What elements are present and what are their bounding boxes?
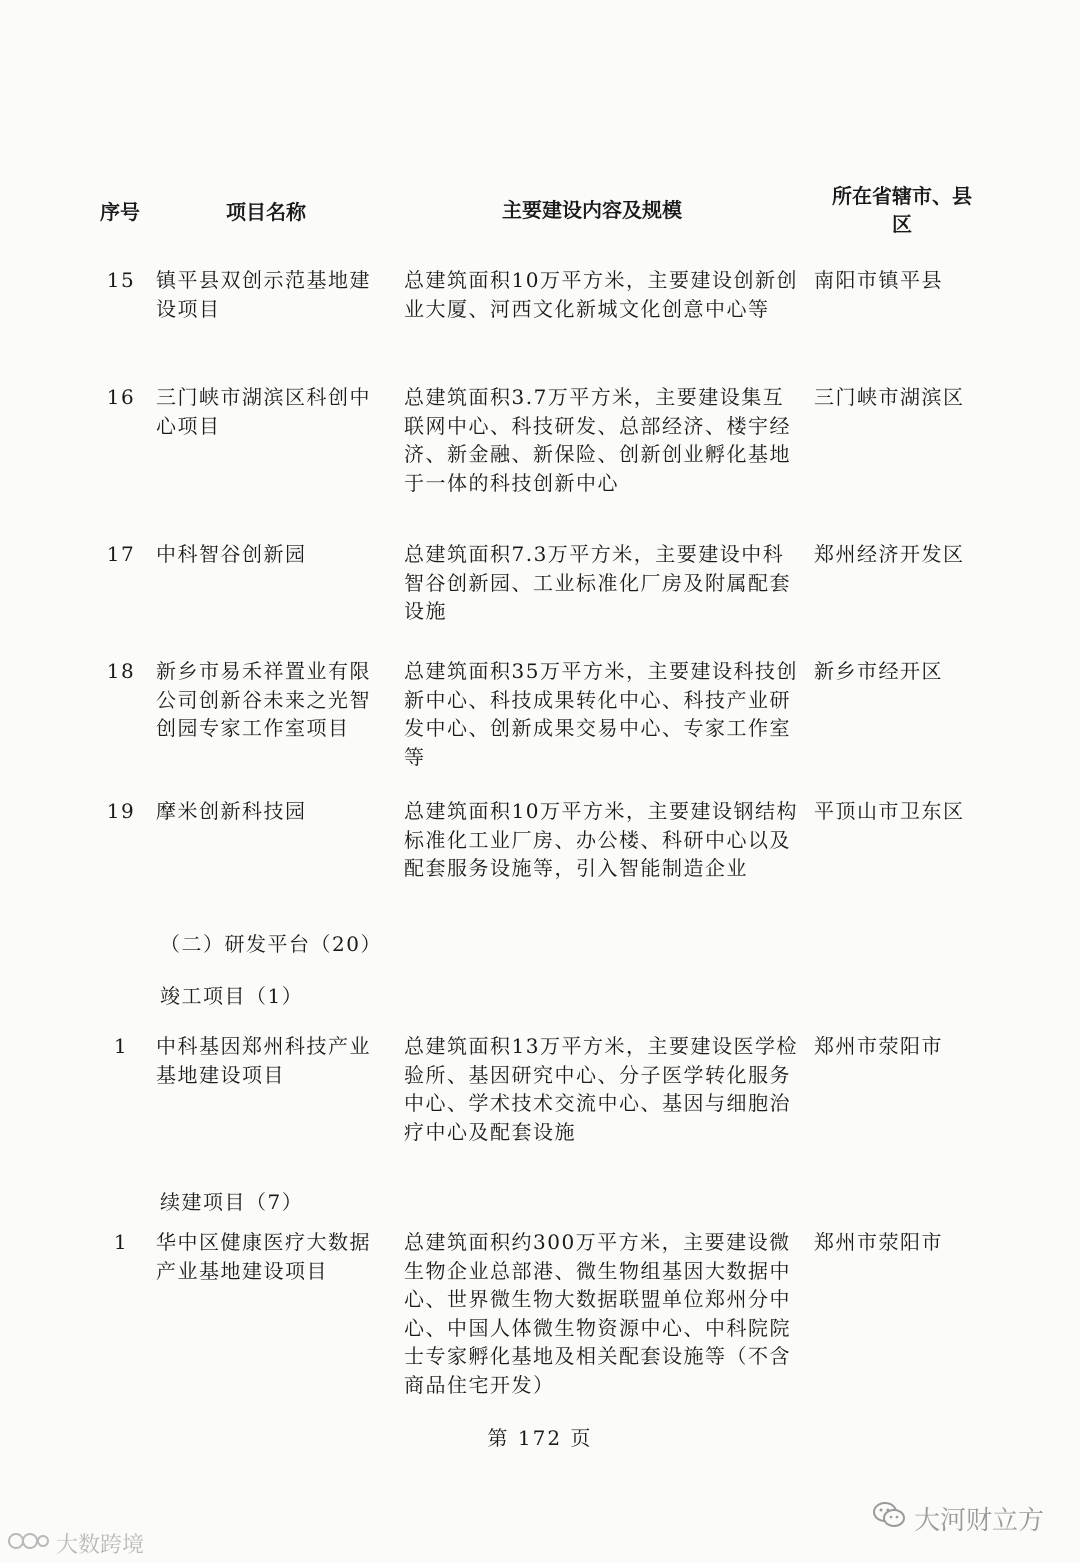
- row-location: 郑州市荥阳市: [814, 1230, 943, 1254]
- row-project-name: 镇平县双创示范基地建设项目: [156, 268, 371, 321]
- row-content: 总建筑面积约300万平方米，主要建设微生物企业总部港、微生物组基因大数据中心、世界微生物大数据联盟单位郑州分中心、中国人体微生物资源中心、中科院院士专家孵化基地及相关配套设施等（不含商品住宅开发）: [404, 1230, 791, 1397]
- wechat-icon: [872, 1500, 906, 1537]
- watermark-right-text: 大河财立方: [913, 1506, 1044, 1536]
- row-content: 总建筑面积13万平方米，主要建设医学检验所、基因研究中心、分子医学转化服务中心、学术技术交流中心、基因与细胞治疗中心及配套设施: [404, 1034, 798, 1144]
- row-no: 15: [106, 268, 136, 292]
- watermark-left-text: 大数跨境: [56, 1533, 145, 1558]
- header-location: 所在省辖市、县区: [832, 184, 972, 236]
- header-project-name: 项目名称: [226, 200, 306, 224]
- row-location: 新乡市经开区: [814, 659, 943, 683]
- row-content: 总建筑面积10万平方米，主要建设创新创业大厦、河西文化新城文化创意中心等: [404, 268, 798, 321]
- row-project-name: 中科智谷创新园: [156, 542, 307, 566]
- row-no: 1: [113, 1230, 129, 1254]
- row-project-name: 中科基因郑州科技产业基地建设项目: [156, 1034, 371, 1087]
- row-location: 郑州市荥阳市: [814, 1034, 943, 1058]
- row-content: 总建筑面积7.3万平方米，主要建设中科智谷创新园、工业标准化厂房及附属配套设施: [404, 542, 791, 623]
- section-continued: 续建项目（7）: [160, 1190, 304, 1214]
- row-location: 南阳市镇平县: [814, 268, 943, 292]
- row-content: 总建筑面积3.7万平方米，主要建设集互联网中心、科技研发、总部经济、楼宇经济、新金融、新保险、创新创业孵化基地于一体的科技创新中心: [404, 385, 791, 495]
- page-number: 第 172 页: [487, 1426, 593, 1450]
- row-no: 17: [106, 542, 136, 566]
- row-location: 平顶山市卫东区: [814, 799, 965, 823]
- row-project-name: 华中区健康医疗大数据产业基地建设项目: [156, 1230, 371, 1283]
- watermark-left: [6, 1528, 144, 1559]
- row-location: 郑州经济开发区: [814, 542, 965, 566]
- header-content: 主要建设内容及规模: [502, 198, 682, 222]
- row-no: 1: [113, 1034, 129, 1058]
- row-no: 16: [106, 385, 136, 409]
- row-content: 总建筑面积35万平方米，主要建设科技创新中心、科技成果转化中心、科技产业研发中心、创新成果交易中心、专家工作室等: [404, 659, 798, 769]
- logo-icon: [6, 1529, 50, 1559]
- row-no: 18: [106, 659, 136, 683]
- row-project-name: 新乡市易禾祥置业有限公司创新谷未来之光智创园专家工作室项目: [156, 659, 371, 740]
- section-completed: 竣工项目（1）: [160, 984, 304, 1008]
- header-no: 序号: [100, 200, 140, 224]
- section-rd-platform: （二）研发平台（20）: [160, 932, 382, 956]
- row-location: 三门峡市湖滨区: [814, 385, 965, 409]
- row-project-name: 三门峡市湖滨区科创中心项目: [156, 385, 371, 438]
- row-content: 总建筑面积10万平方米，主要建设钢结构标准化工业厂房、办公楼、科研中心以及配套服务设施等，引入智能制造企业: [404, 799, 798, 880]
- row-project-name: 摩米创新科技园: [156, 799, 307, 823]
- row-no: 19: [106, 799, 136, 823]
- watermark-right: [872, 1500, 1044, 1537]
